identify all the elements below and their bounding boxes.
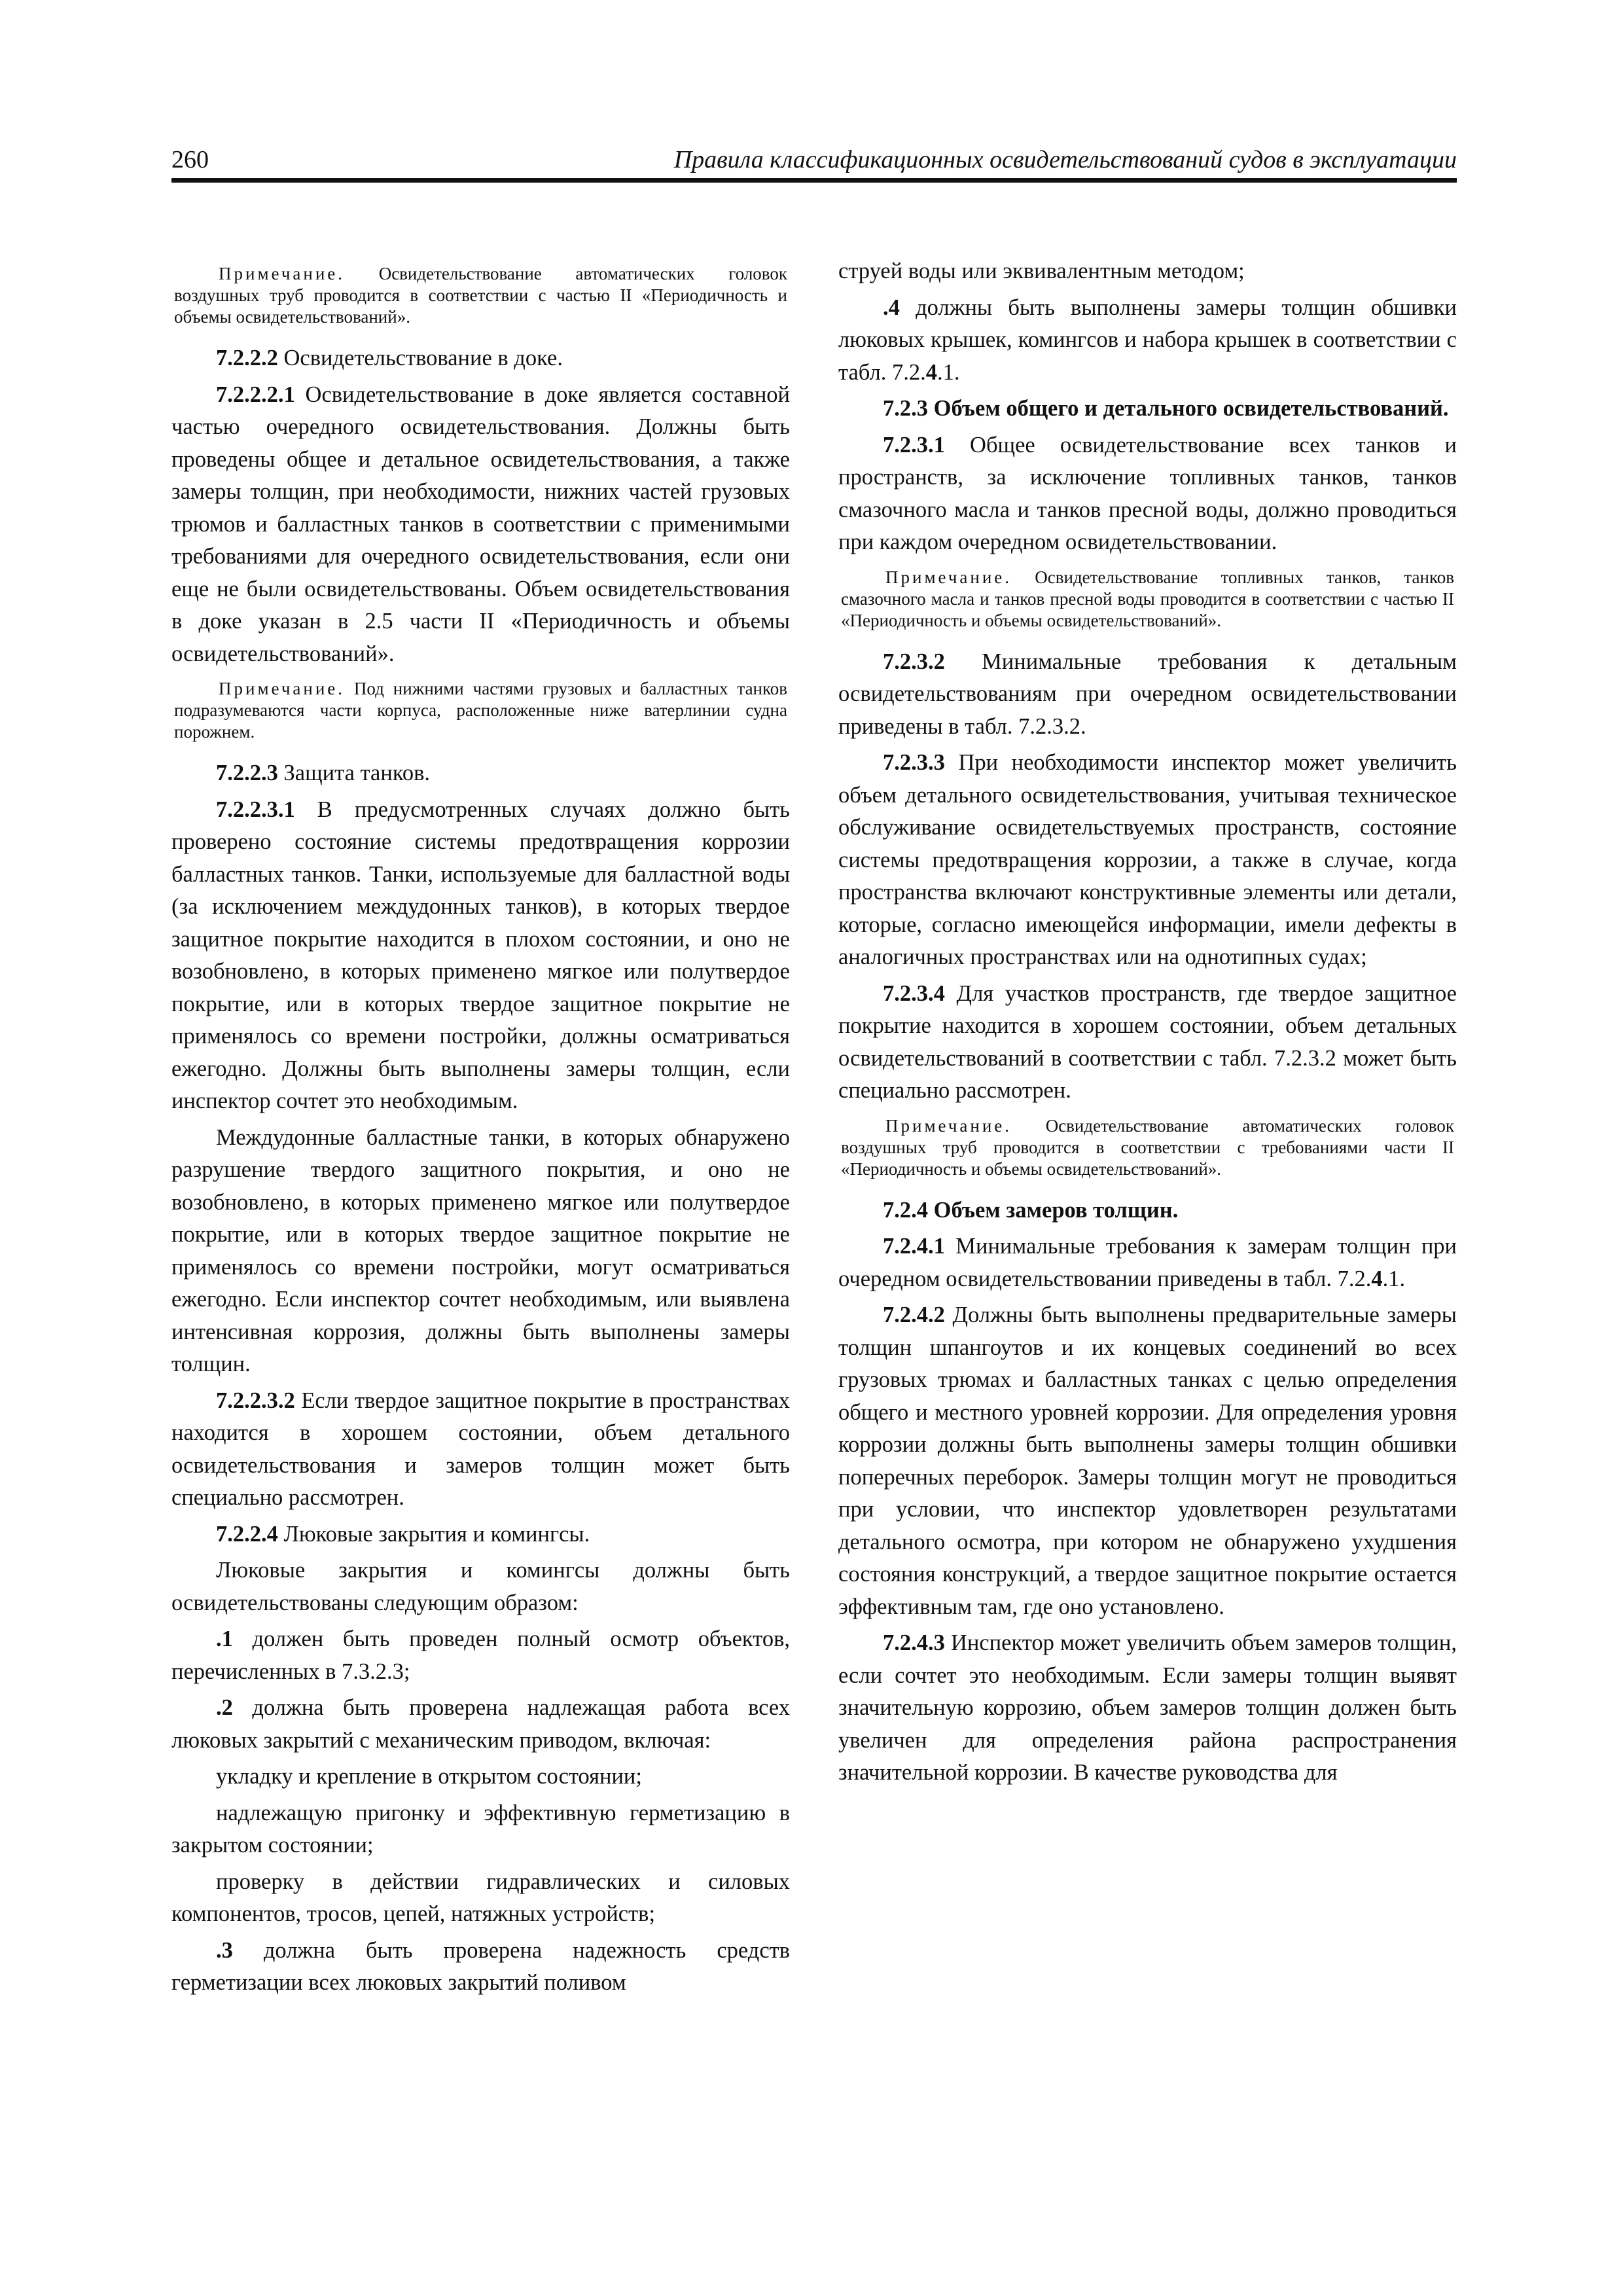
section-text: При необходимости инспектор может увеличить объем детального освидетельствования, учитывая техническое обслуживание освидетельствуемых пространств, состояние системы предотвращения коррозии, а также в случае, когда пространства включают конструктивные элементы или детали, которые, согласно имеющейся информации, имели дефекты в аналогичных пространствах или на однотипных судах; — [838, 750, 1457, 969]
section-number: 7.2.2.4 — [216, 1521, 278, 1547]
item-number: .4 — [883, 295, 900, 320]
sub-item: укладку и крепление в открытом состоянии; — [216, 1764, 642, 1789]
note-text: Под нижними частями грузовых и балластных танков подразумеваются части корпуса, расположенные ниже ватерлинии судна порожнем. — [174, 679, 787, 742]
section-7-2-2-2 — [171, 342, 790, 375]
note-text: Освидетельствование автоматических головок воздушных труб проводится в соответствии с требованиями части II «Периодичность и объемы освидетельствований». — [841, 1115, 1454, 1179]
item-text: должны быть выполнены замеры толщин обшивки люковых крышек, комингсов и набора крышек в соответствии с табл. 7.2. — [838, 295, 1457, 385]
note-label: Примечание. — [885, 1115, 1012, 1136]
note-label: Примечание. — [219, 264, 346, 283]
section-number: 7.2.2.2 — [216, 346, 278, 370]
section-text: Защита танков. — [277, 761, 431, 785]
section-7-2-4-3 — [838, 1627, 1457, 1789]
left-column — [171, 255, 790, 2206]
section-text: Общее освидетельствование всех танков и пространств, за исключение топливных танков, танков смазочного масла и танков пресной воды, должно проводиться при каждом очередном освидетельствовании. — [838, 432, 1457, 554]
item-text-end: .1. — [936, 359, 960, 385]
section-number: 7.2.3.4 — [883, 980, 945, 1006]
section-7-2-3-2 — [838, 646, 1457, 744]
section-7-2-3-3 — [838, 747, 1457, 974]
section-text: Освидетельствование в доке. — [277, 346, 563, 370]
section-7-2-4-1 — [838, 1230, 1457, 1295]
note — [838, 1115, 1457, 1180]
page-header — [171, 140, 1457, 181]
right-column — [838, 255, 1457, 2206]
section-number: 7.2.2.2.1 — [216, 382, 295, 407]
item-text: должна быть проверена надежность средств герметизации всех люковых закрытий поливом — [171, 1937, 790, 1995]
section-heading-7-2-4: 7.2.4 Объем замеров толщин. — [883, 1197, 1179, 1223]
item-bold-digit: 4 — [925, 359, 937, 385]
section-7-2-2-3-1 — [171, 794, 790, 1118]
note-text: Освидетельствование топливных танков, танков смазочного масла и танков пресной воды проводится в соответствии с частью II «Периодичность и объемы освидетельствований». — [841, 567, 1454, 630]
section-number: 7.2.3.3 — [883, 750, 945, 775]
section-7-2-2-2-1 — [171, 379, 790, 671]
section-7-2-4-2 — [838, 1299, 1457, 1623]
section-text: Инспектор может увеличить объем замеров толщин, если сочтет это необходимым. Если замеры толщин выявят значительную коррозию, объем замеров толщин должен быть увеличен для определения района распространения значительной коррозии. В качестве руководства для — [838, 1630, 1457, 1785]
list-item-4 — [838, 292, 1457, 389]
section-7-2-3-1 — [838, 429, 1457, 559]
section-number: 7.2.2.3 — [216, 761, 278, 785]
note — [171, 263, 790, 328]
section-7-2-2-3 — [171, 757, 790, 790]
item-text: должна быть проверена надлежащая работа всех люковых закрытий с механическим приводом, включая: — [171, 1695, 790, 1753]
section-heading-7-2-3: 7.2.3 Объем общего и детального освидетельствований. — [883, 396, 1449, 421]
header-rule — [171, 178, 1457, 183]
section-text: Освидетельствование в доке является составной частью очередного освидетельствования. Должны быть проведены общее и детальное освидетельствования, а также замеры толщин, при необходимости, нижних частей грузовых трюмов и балластных танков в соответствии с применимыми требованиями для очередного освидетельствования, если они еще не были освидетельствованы. Объем освидетельствования в доке указан в 2.5 части II «Периодичность и объемы освидетельствований». — [171, 382, 790, 666]
section-number: 7.2.2.3.2 — [216, 1388, 295, 1413]
section-text: Минимальные требования к замерам толщин при очередном освидетельствовании приведены в табл. 7.2. — [838, 1234, 1457, 1291]
list-item-2 — [171, 1692, 790, 1757]
paragraph-hatch-intro: Люковые закрытия и комингсы должны быть освидетельствованы следующим образом: — [171, 1558, 790, 1615]
list-item-1 — [171, 1623, 790, 1688]
section-text: Минимальные требования к детальным освидетельствованиям при очередном освидетельствовании приведены в табл. 7.2.3.2. — [838, 649, 1457, 739]
continuation-text: струей воды или эквивалентным методом; — [838, 259, 1245, 283]
section-number: 7.2.4.2 — [883, 1302, 945, 1327]
section-bold-digit: 4 — [1371, 1266, 1383, 1291]
note — [171, 678, 790, 743]
item-number: .1 — [216, 1626, 233, 1651]
section-number: 7.2.3.2 — [883, 649, 945, 674]
section-text: Люковые закрытия и комингсы. — [277, 1521, 590, 1547]
item-text: должен быть проведен полный осмотр объектов, перечисленных в 7.3.2.3; — [171, 1626, 790, 1684]
note-label: Примечание. — [885, 567, 1012, 587]
running-title: Правила классификационных освидетельствований судов в эксплуатации — [673, 146, 1457, 173]
section-text: Для участков пространств, где твердое защитное покрытие находится в хорошем состоянии, объем детальных освидетельствований в соответствии с табл. 7.2.3.2 может быть специально рассмотрен. — [838, 980, 1457, 1103]
section-text: Если твердое защитное покрытие в пространствах находится в хорошем состоянии, объем детального освидетельствования и замеров толщин может быть специально рассмотрен. — [171, 1388, 790, 1510]
section-text: В предусмотренных случаях должно быть проверено состояние системы предотвращения коррозии балластных танков. Танки, используемые для балластной воды (за исключением междудонных танков), в которых твердое защитное покрытие находится в плохом состоянии, и оно не возобновлено, в которых применено мягкое или полутвердое покрытие, или в которых твердое защитное покрытие не применялось со времени постройки, должны осматриваться ежегодно. Должны быть выполнены замеры толщин, если инспектор сочтет это необходимым. — [171, 797, 790, 1113]
note — [838, 567, 1457, 632]
section-7-2-2-3-2 — [171, 1385, 790, 1515]
page-number: 260 — [171, 146, 209, 173]
item-number: .3 — [216, 1937, 233, 1963]
section-number: 7.2.3.1 — [883, 432, 945, 457]
sub-item: проверку в действии гидравлических и силовых компонентов, тросов, цепей, натяжных устройств; — [171, 1869, 790, 1926]
note-text: Освидетельствование автоматических головок воздушных труб проводится в соответствии с частью II «Периодичность и объемы освидетельствований». — [174, 264, 787, 327]
item-number: .2 — [216, 1695, 233, 1720]
section-7-2-2-4 — [171, 1518, 790, 1551]
section-7-2-3-4 — [838, 978, 1457, 1107]
note-label: Примечание. — [219, 679, 346, 698]
list-item-3 — [171, 1935, 790, 2000]
section-text-end: .1. — [1382, 1266, 1406, 1291]
section-number: 7.2.2.3.1 — [216, 797, 295, 822]
paragraph-double-bottom-tanks: Междудонные балластные танки, в которых обнаружено разрушение твердого защитного покрытия, и оно не возобновлено, в которых применено мягкое или полутвердое покрытие, или в которых твердое защитное покрытие не применялось со времени постройки, могут осматриваться ежегодно. Если инспектор сочтет необходимым, или выявлена интенсивная коррозия, должны быть выполнены замеры толщин. — [171, 1124, 790, 1376]
sub-item: надлежащую пригонку и эффективную герметизацию в закрытом состоянии; — [171, 1800, 790, 1857]
section-text: Должны быть выполнены предварительные замеры толщин шпангоутов и их концевых соединений во всех грузовых трюмах и балластных танках с целью определения общего и местного уровней коррозии. Для определения уровня коррозии должны быть выполнены замеры толщин обшивки поперечных переборок. Замеры толщин могут не проводиться при условии, что инспектор удовлетворен результатами детального осмотра, при котором не обнаружено ухудшения состояния конструкций, а твердое защитное покрытие остается эффективным там, где оно установлено. — [838, 1302, 1457, 1619]
section-number: 7.2.4.1 — [883, 1234, 945, 1259]
section-number: 7.2.4.3 — [883, 1630, 945, 1655]
